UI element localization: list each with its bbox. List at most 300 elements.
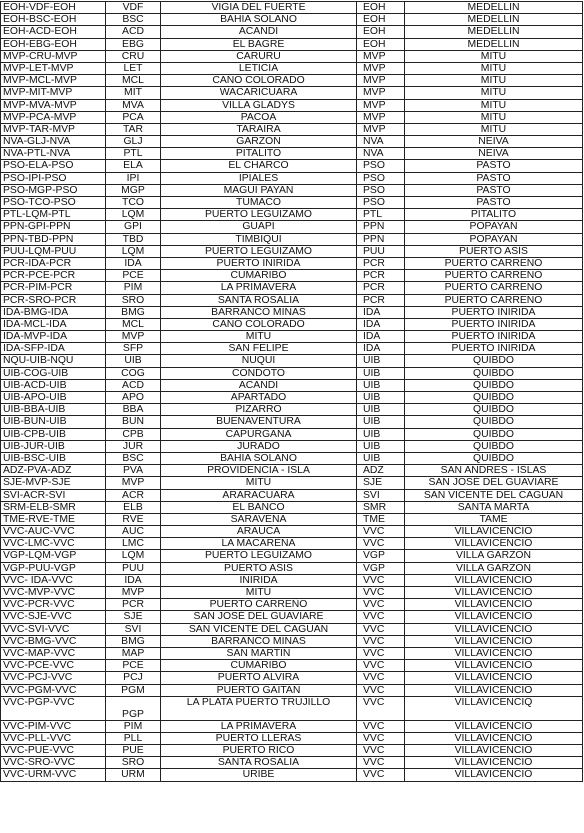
table-row: [1, 233, 583, 245]
hub-code-cell: VVC: [357, 732, 405, 744]
route-cell: MVP-LET-MVP: [1, 62, 106, 74]
route-cell: EOH-ACD-EOH: [1, 26, 106, 38]
origin-city-cell: EL BAGRE: [161, 38, 357, 50]
origin-city-cell: SANTA ROSALIA: [161, 757, 357, 769]
hub-city-cell: NEIVA: [405, 148, 583, 160]
airport-code-cell: SRO: [106, 294, 161, 306]
table-row: [1, 148, 583, 160]
hub-code-cell: IDA: [357, 343, 405, 355]
route-cell: MVP-TAR-MVP: [1, 123, 106, 135]
hub-code-cell: VVC: [357, 696, 405, 720]
table-row: [1, 355, 583, 367]
hub-code-cell: VGP: [357, 550, 405, 562]
hub-city-cell: PASTO: [405, 160, 583, 172]
hub-city-cell: VILLAVICENCIO: [405, 635, 583, 647]
route-cell: UIB-APO-UIB: [1, 392, 106, 404]
route-cell: VVC-PCR-VVC: [1, 599, 106, 611]
table-row: [1, 623, 583, 635]
table-row: [1, 720, 583, 732]
origin-city-cell: TARAIRA: [161, 123, 357, 135]
origin-city-cell: PUERTO LEGUIZAMO: [161, 209, 357, 221]
hub-code-cell: PUU: [357, 245, 405, 257]
routes-table: [0, 1, 583, 782]
hub-city-cell: PUERTO CARRENO: [405, 270, 583, 282]
table-row: [1, 501, 583, 513]
table-row: [1, 562, 583, 574]
hub-city-cell: QUIBDO: [405, 392, 583, 404]
routes-table-body: [1, 2, 583, 782]
route-cell: VVC-MAP-VVC: [1, 647, 106, 659]
hub-city-cell: MITU: [405, 99, 583, 111]
airport-code-cell: SVI: [106, 623, 161, 635]
hub-city-cell: VILLAVICENCIO: [405, 745, 583, 757]
route-cell: PCR-SRO-PCR: [1, 294, 106, 306]
airport-code-cell: MVP: [106, 331, 161, 343]
hub-city-cell: PUERTO INIRIDA: [405, 331, 583, 343]
table-row: [1, 99, 583, 111]
airport-code-cell: MIT: [106, 87, 161, 99]
airport-code-cell: APO: [106, 392, 161, 404]
table-row: [1, 318, 583, 330]
hub-code-cell: VVC: [357, 574, 405, 586]
origin-city-cell: PUERTO INIRIDA: [161, 257, 357, 269]
table-row: [1, 769, 583, 781]
hub-city-cell: VILLAVICENCIO: [405, 660, 583, 672]
hub-code-cell: PCR: [357, 257, 405, 269]
origin-city-cell: JURADO: [161, 440, 357, 452]
origin-city-cell: EL CHARCO: [161, 160, 357, 172]
table-row: [1, 221, 583, 233]
airport-code-cell: PIM: [106, 282, 161, 294]
hub-code-cell: EOH: [357, 14, 405, 26]
table-row: [1, 209, 583, 221]
table-row: [1, 123, 583, 135]
table-row: [1, 635, 583, 647]
airport-code-cell: MGP: [106, 184, 161, 196]
hub-code-cell: PTL: [357, 209, 405, 221]
airport-code-cell: PTL: [106, 148, 161, 160]
airport-code-cell: BBA: [106, 404, 161, 416]
airport-code-cell: COG: [106, 367, 161, 379]
origin-city-cell: ACANDI: [161, 379, 357, 391]
hub-code-cell: VVC: [357, 745, 405, 757]
hub-city-cell: MITU: [405, 111, 583, 123]
hub-code-cell: IDA: [357, 331, 405, 343]
table-row: [1, 647, 583, 659]
hub-city-cell: MITU: [405, 123, 583, 135]
route-cell: MVP-CRU-MVP: [1, 50, 106, 62]
route-cell: VVC-PCJ-VVC: [1, 672, 106, 684]
hub-code-cell: MVP: [357, 87, 405, 99]
table-row: [1, 14, 583, 26]
airport-code-cell: IPI: [106, 172, 161, 184]
table-row: [1, 257, 583, 269]
origin-city-cell: MITU: [161, 331, 357, 343]
origin-city-cell: EL BANCO: [161, 501, 357, 513]
airport-code-cell: MVP: [106, 587, 161, 599]
hub-city-cell: VILLAVICENCIO: [405, 587, 583, 599]
airport-code-cell: LMC: [106, 538, 161, 550]
hub-city-cell: PUERTO ASÍS: [405, 245, 583, 257]
hub-city-cell: QUIBDO: [405, 452, 583, 464]
hub-city-cell: MITU: [405, 87, 583, 99]
hub-city-cell: MITU: [405, 62, 583, 74]
airport-code-cell: MCL: [106, 75, 161, 87]
hub-city-cell: PUERTO INIRIDA: [405, 343, 583, 355]
hub-code-cell: PSO: [357, 160, 405, 172]
origin-city-cell: MAGUI PAYAN: [161, 184, 357, 196]
origin-city-cell: CAÑO COLORADO: [161, 318, 357, 330]
hub-code-cell: MVP: [357, 99, 405, 111]
table-row: [1, 611, 583, 623]
hub-code-cell: PCR: [357, 270, 405, 282]
hub-code-cell: PSO: [357, 197, 405, 209]
origin-city-cell: CUMARIBO: [161, 660, 357, 672]
origin-city-cell: CUMARIBO: [161, 270, 357, 282]
hub-code-cell: PCR: [357, 294, 405, 306]
origin-city-cell: SARAVENA: [161, 513, 357, 525]
route-cell: UIB-BSC-UIB: [1, 452, 106, 464]
origin-city-cell: PUERTO ASIS: [161, 562, 357, 574]
table-row: [1, 660, 583, 672]
origin-city-cell: MITÚ: [161, 587, 357, 599]
route-cell: PCR-PIM-PCR: [1, 282, 106, 294]
origin-city-cell: CAPURGANA: [161, 428, 357, 440]
airport-code-cell: LQM: [106, 245, 161, 257]
origin-city-cell: PUERTO ALVIRA: [161, 672, 357, 684]
hub-city-cell: MEDELLIN: [405, 14, 583, 26]
hub-code-cell: UIB: [357, 452, 405, 464]
hub-city-cell: PUERTO CARRENO: [405, 257, 583, 269]
route-cell: VVC-LMC-VVC: [1, 538, 106, 550]
route-cell: MVP-MCL-MVP: [1, 75, 106, 87]
route-cell: PSO-ELA-PSO: [1, 160, 106, 172]
table-row: [1, 172, 583, 184]
route-cell: VVC-PLL-VVC: [1, 732, 106, 744]
hub-code-cell: VVC: [357, 611, 405, 623]
origin-city-cell: LA PLATA PUERTO TRUJILLO: [161, 696, 357, 720]
hub-code-cell: VVC: [357, 599, 405, 611]
origin-city-cell: CAÑO COLORADO: [161, 75, 357, 87]
airport-code-cell: TBD: [106, 233, 161, 245]
hub-city-cell: SAN VICENTE DEL CAGUAN: [405, 489, 583, 501]
table-row: [1, 477, 583, 489]
origin-city-cell: MITÚ: [161, 477, 357, 489]
route-cell: VVC-MVP-VVC: [1, 587, 106, 599]
route-cell: SJE-MVP-SJE: [1, 477, 106, 489]
route-cell: UIB-CPB-UIB: [1, 428, 106, 440]
origin-city-cell: PUERTO RICO: [161, 745, 357, 757]
table-row: [1, 465, 583, 477]
hub-city-cell: PASTO: [405, 197, 583, 209]
route-cell: PCR-IDA-PCR: [1, 257, 106, 269]
origin-city-cell: SAN FELIPE: [161, 343, 357, 355]
hub-code-cell: EOH: [357, 2, 405, 14]
hub-code-cell: EOH: [357, 26, 405, 38]
route-cell: PSO-TCO-PSO: [1, 197, 106, 209]
airport-code-cell: MCL: [106, 318, 161, 330]
hub-city-cell: PUERTO CARRENO: [405, 282, 583, 294]
hub-city-cell: SAN ANDRES - ISLAS: [405, 465, 583, 477]
table-row: [1, 331, 583, 343]
route-cell: VVC-URM-VVC: [1, 769, 106, 781]
route-cell: EOH-VDF-EOH: [1, 2, 106, 14]
route-cell: UIB-JUR-UIB: [1, 440, 106, 452]
airport-code-cell: PIM: [106, 720, 161, 732]
airport-code-cell: PGM: [106, 684, 161, 696]
origin-city-cell: IPIALES: [161, 172, 357, 184]
route-cell: PSO-IPI-PSO: [1, 172, 106, 184]
route-cell: UIB-ACD-UIB: [1, 379, 106, 391]
origin-city-cell: VILLA GLADYS: [161, 99, 357, 111]
origin-city-cell: SANTA ROSALIA: [161, 294, 357, 306]
hub-city-cell: SANTA MARTA: [405, 501, 583, 513]
hub-city-cell: MEDELLIN: [405, 38, 583, 50]
hub-city-cell: VILLAVICENCIO: [405, 526, 583, 538]
hub-code-cell: IDA: [357, 318, 405, 330]
hub-code-cell: PPN: [357, 233, 405, 245]
hub-city-cell: PUERTO INIRIDA: [405, 318, 583, 330]
origin-city-cell: PUERTO LEGUIZAMO: [161, 245, 357, 257]
table-row: [1, 684, 583, 696]
table-row: [1, 404, 583, 416]
airport-code-cell: TAR: [106, 123, 161, 135]
table-row: [1, 513, 583, 525]
route-cell: TME-RVE-TME: [1, 513, 106, 525]
table-row: [1, 672, 583, 684]
airport-code-cell: PGP: [106, 696, 161, 720]
hub-city-cell: PASTO: [405, 172, 583, 184]
table-row: [1, 550, 583, 562]
table-row: [1, 428, 583, 440]
airport-code-cell: PCA: [106, 111, 161, 123]
origin-city-cell: PUERTO CARREÑO: [161, 599, 357, 611]
table-row: [1, 282, 583, 294]
route-cell: VVC- IDA-VVC: [1, 574, 106, 586]
hub-code-cell: UIB: [357, 379, 405, 391]
hub-code-cell: VVC: [357, 647, 405, 659]
hub-code-cell: EOH: [357, 38, 405, 50]
airport-code-cell: SRO: [106, 757, 161, 769]
origin-city-cell: TUMACO: [161, 197, 357, 209]
hub-city-cell: VILLA GARZON: [405, 562, 583, 574]
origin-city-cell: BARRANCO MINAS: [161, 635, 357, 647]
hub-code-cell: MVP: [357, 111, 405, 123]
origin-city-cell: VIGIA DEL FUERTE: [161, 2, 357, 14]
airport-code-cell: ACD: [106, 26, 161, 38]
route-cell: MVP-MIT-MVP: [1, 87, 106, 99]
airport-code-cell: BUN: [106, 416, 161, 428]
origin-city-cell: PIZARRO: [161, 404, 357, 416]
airport-code-cell: IDA: [106, 574, 161, 586]
route-cell: MVP-PCA-MVP: [1, 111, 106, 123]
table-row: [1, 160, 583, 172]
route-cell: IDA-SFP-IDA: [1, 343, 106, 355]
table-row: [1, 440, 583, 452]
origin-city-cell: SAN JOSÉ DEL GUAVIARE: [161, 611, 357, 623]
hub-code-cell: MVP: [357, 62, 405, 74]
hub-code-cell: UIB: [357, 440, 405, 452]
origin-city-cell: PUERTO LEGUIZAMO: [161, 550, 357, 562]
airport-code-cell: ELB: [106, 501, 161, 513]
airport-code-cell: PUE: [106, 745, 161, 757]
hub-code-cell: MVP: [357, 75, 405, 87]
origin-city-cell: BUENAVENTURA: [161, 416, 357, 428]
hub-code-cell: PSO: [357, 184, 405, 196]
route-cell: UIB-BBA-UIB: [1, 404, 106, 416]
route-cell: UIB-BUN-UIB: [1, 416, 106, 428]
table-row: [1, 379, 583, 391]
hub-city-cell: MEDELLIN: [405, 2, 583, 14]
airport-code-cell: LET: [106, 62, 161, 74]
hub-city-cell: VILLAVICENCIO: [405, 538, 583, 550]
route-cell: VVC-PGM-VVC: [1, 684, 106, 696]
route-cell: NVA-PTL-NVA: [1, 148, 106, 160]
origin-city-cell: CARURU: [161, 50, 357, 62]
hub-city-cell: VILLAVICENCIO: [405, 623, 583, 635]
airport-code-cell: PUU: [106, 562, 161, 574]
hub-code-cell: PCR: [357, 282, 405, 294]
origin-city-cell: BAHIA SOLANO: [161, 14, 357, 26]
hub-city-cell: VILLAVICENCIO: [405, 732, 583, 744]
hub-city-cell: VILLAVICENCIO: [405, 611, 583, 623]
route-cell: VVC-PIM-VVC: [1, 720, 106, 732]
origin-city-cell: ACANDI: [161, 26, 357, 38]
hub-code-cell: MVP: [357, 50, 405, 62]
hub-city-cell: NEIVA: [405, 136, 583, 148]
route-cell: PPN-GPI-PPN: [1, 221, 106, 233]
hub-code-cell: VVC: [357, 526, 405, 538]
hub-code-cell: VGP: [357, 562, 405, 574]
table-row: [1, 526, 583, 538]
origin-city-cell: LA PRIMAVERA: [161, 720, 357, 732]
hub-city-cell: MITU: [405, 50, 583, 62]
route-cell: IDA-MVP-IDA: [1, 331, 106, 343]
table-row: [1, 111, 583, 123]
table-row: [1, 587, 583, 599]
hub-city-cell: QUIBDO: [405, 440, 583, 452]
origin-city-cell: GUAPI: [161, 221, 357, 233]
hub-city-cell: VILLAVICENCIO: [405, 599, 583, 611]
hub-code-cell: SJE: [357, 477, 405, 489]
hub-city-cell: VILLAVICENCIO: [405, 757, 583, 769]
route-cell: VVC-PUE-VVC: [1, 745, 106, 757]
table-row: [1, 392, 583, 404]
airport-code-cell: PVA: [106, 465, 161, 477]
route-cell: EOH-EBG-EOH: [1, 38, 106, 50]
route-cell: UIB-COG-UIB: [1, 367, 106, 379]
airport-code-cell: URM: [106, 769, 161, 781]
airport-code-cell: CPB: [106, 428, 161, 440]
hub-city-cell: PUERTO INIRIDA: [405, 306, 583, 318]
airport-code-cell: PCJ: [106, 672, 161, 684]
route-cell: VVC-PGP-VVC: [1, 696, 106, 720]
route-cell: NVA-GLJ-NVA: [1, 136, 106, 148]
airport-code-cell: ACD: [106, 379, 161, 391]
hub-code-cell: ADZ: [357, 465, 405, 477]
origin-city-cell: INÍRIDA: [161, 574, 357, 586]
hub-code-cell: VVC: [357, 769, 405, 781]
airport-code-cell: SJE: [106, 611, 161, 623]
route-cell: VVC-BMG-VVC: [1, 635, 106, 647]
airport-code-cell: TCO: [106, 197, 161, 209]
hub-code-cell: VVC: [357, 660, 405, 672]
route-cell: PUU-LQM-PUU: [1, 245, 106, 257]
hub-code-cell: SVI: [357, 489, 405, 501]
airport-code-cell: BMG: [106, 635, 161, 647]
hub-city-cell: POPAYAN: [405, 221, 583, 233]
origin-city-cell: BARRANCO MINAS: [161, 306, 357, 318]
origin-city-cell: ARAUCA: [161, 526, 357, 538]
table-row: [1, 136, 583, 148]
origin-city-cell: URIBE: [161, 769, 357, 781]
hub-code-cell: VVC: [357, 720, 405, 732]
route-cell: IDA-BMG-IDA: [1, 306, 106, 318]
origin-city-cell: LETICIA: [161, 62, 357, 74]
route-cell: VVC-SJE-VVC: [1, 611, 106, 623]
table-row: [1, 343, 583, 355]
table-row: [1, 745, 583, 757]
hub-city-cell: VILLAVICENCIO: [405, 720, 583, 732]
route-cell: MVP-MVA-MVP: [1, 99, 106, 111]
hub-code-cell: VVC: [357, 672, 405, 684]
origin-city-cell: APARTADO: [161, 392, 357, 404]
route-cell: VGP-PUU-VGP: [1, 562, 106, 574]
hub-code-cell: UIB: [357, 404, 405, 416]
route-cell: IDA-MCL-IDA: [1, 318, 106, 330]
hub-city-cell: QUIBDO: [405, 416, 583, 428]
route-cell: PPN-TBD-PPN: [1, 233, 106, 245]
hub-code-cell: TME: [357, 513, 405, 525]
route-cell: EOH-BSC-EOH: [1, 14, 106, 26]
table-row: [1, 26, 583, 38]
hub-code-cell: NVA: [357, 148, 405, 160]
table-row: [1, 75, 583, 87]
airport-code-cell: PLL: [106, 732, 161, 744]
hub-city-cell: VILLAVICENCIO: [405, 574, 583, 586]
hub-city-cell: VILLAVICENCIO: [405, 647, 583, 659]
airport-code-cell: SFP: [106, 343, 161, 355]
hub-code-cell: MVP: [357, 123, 405, 135]
airport-code-cell: EBG: [106, 38, 161, 50]
table-row: [1, 38, 583, 50]
table-row: [1, 245, 583, 257]
table-row: [1, 416, 583, 428]
origin-city-cell: WACARICUARA: [161, 87, 357, 99]
route-cell: PTL-LQM-PTL: [1, 209, 106, 221]
hub-code-cell: NVA: [357, 136, 405, 148]
airport-code-cell: PCR: [106, 599, 161, 611]
hub-city-cell: PASTO: [405, 184, 583, 196]
airport-code-cell: BSC: [106, 452, 161, 464]
airport-code-cell: RVE: [106, 513, 161, 525]
hub-code-cell: VVC: [357, 635, 405, 647]
route-cell: VGP-LQM-VGP: [1, 550, 106, 562]
airport-code-cell: LQM: [106, 209, 161, 221]
origin-city-cell: NUQUI: [161, 355, 357, 367]
origin-city-cell: PUERTO GAITAN: [161, 684, 357, 696]
airport-code-cell: ACR: [106, 489, 161, 501]
table-row: [1, 696, 583, 720]
hub-city-cell: VILLAVICENCIQ: [405, 696, 583, 720]
hub-code-cell: UIB: [357, 416, 405, 428]
hub-city-cell: TAME: [405, 513, 583, 525]
table-row: [1, 574, 583, 586]
hub-code-cell: UIB: [357, 392, 405, 404]
route-cell: SVI-ACR-SVI: [1, 489, 106, 501]
airport-code-cell: IDA: [106, 257, 161, 269]
route-cell: SRM-ELB-SMR: [1, 501, 106, 513]
